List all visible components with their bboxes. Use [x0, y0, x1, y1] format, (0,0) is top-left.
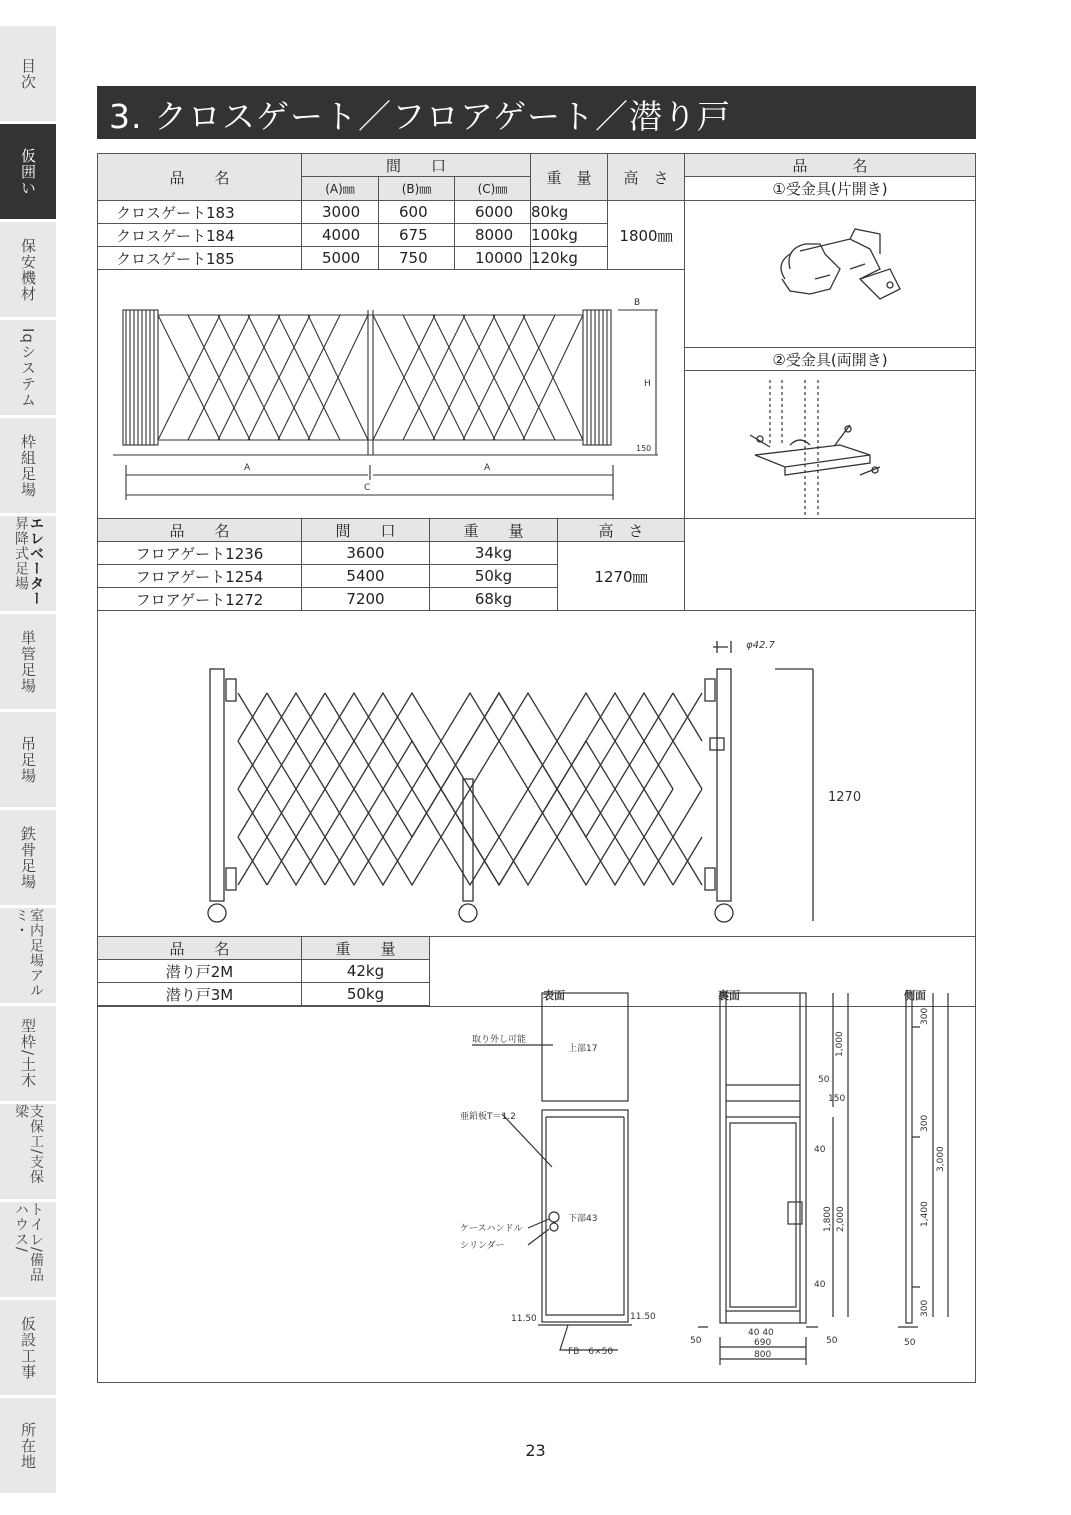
- header-name: 品 名: [98, 154, 302, 201]
- side-dim-3000: 3,000: [936, 1146, 946, 1172]
- receiver-double-figure: [685, 371, 975, 519]
- door-header-name: 品 名: [98, 937, 302, 960]
- label-cylinder: シリンダー: [460, 1241, 505, 1251]
- tab-safety-equipment[interactable]: [0, 222, 56, 317]
- cross-gate-a: 3000: [302, 201, 379, 224]
- floor-gate-weight: 68kg: [430, 588, 558, 611]
- view-back-label: 裏面: [718, 989, 740, 1002]
- tab-temporary-enclosure[interactable]: [0, 124, 56, 219]
- floor-gate-opening: 5400: [302, 565, 430, 588]
- receiver-item2-label: ②受金具(両開き): [685, 348, 975, 371]
- floor-gate-name: フロアゲート1236: [98, 542, 302, 565]
- dim-50-left: 50: [690, 1336, 702, 1346]
- dim-50-right: 50: [826, 1336, 838, 1346]
- cross-gate-b: 750: [379, 247, 455, 270]
- side-dim-300-top: 300: [920, 1007, 930, 1025]
- label-upper: 上部17: [568, 1044, 598, 1054]
- header-opening: 間 口: [302, 154, 531, 177]
- cross-gate-b: 675: [379, 224, 455, 247]
- door-name: 潜り戸3M: [98, 983, 302, 1006]
- view-side-label: 側面: [904, 989, 926, 1002]
- dim-1000: 1,000: [835, 1031, 845, 1057]
- cross-gate-weight: 100kg: [531, 224, 608, 247]
- view-front-label: 表面: [543, 989, 565, 1002]
- receiver-item1-label: ①受金具(片開き): [685, 177, 975, 201]
- tab-label: エレベーター昇降式足場: [13, 516, 44, 606]
- dim-800: 800: [754, 1350, 772, 1360]
- tab-steel-scaffold[interactable]: [0, 810, 56, 905]
- tab-frame-scaffold[interactable]: [0, 418, 56, 513]
- tab-label: 型枠/土木: [19, 1018, 37, 1089]
- floor-gate-weight: 34kg: [430, 542, 558, 565]
- dim-b: B: [633, 297, 640, 308]
- dim-a-left: A: [243, 462, 250, 473]
- tab-temporary-work[interactable]: [0, 1300, 56, 1395]
- dim-50-top: 50: [818, 1075, 830, 1085]
- header-b: (B)㎜: [379, 177, 455, 201]
- dim-40-upper: 40: [814, 1145, 826, 1155]
- dim-1800: 1,800: [823, 1206, 833, 1232]
- cross-gate-c: 6000: [455, 201, 531, 224]
- double-receiver-drawing: [730, 375, 930, 515]
- label-handle: ケースハンドル: [460, 1224, 523, 1234]
- tab-label: 仮囲い: [19, 147, 37, 196]
- cross-gate-a: 5000: [302, 247, 379, 270]
- cross-gate-drawing: [98, 270, 685, 519]
- floor-gate-empty-cell: [685, 519, 975, 611]
- floor-header-weight: 重 量: [430, 519, 558, 542]
- side-dim-300-bottom: 300: [920, 1299, 930, 1317]
- tab-label: 室内足場アルミ・: [13, 908, 44, 998]
- cross-gate-name: クロスゲート183: [98, 201, 302, 224]
- tab-label: 仮設工事: [19, 1315, 37, 1380]
- dim-h: H: [643, 378, 651, 389]
- floor-gate-opening: 7200: [302, 588, 430, 611]
- receiver-header: 品 名: [685, 154, 975, 177]
- floor-header-name: 品 名: [98, 519, 302, 542]
- tab-shoring[interactable]: [0, 1104, 56, 1199]
- dim-40-40: 40 40: [748, 1328, 774, 1338]
- door-weight: 42kg: [302, 960, 430, 983]
- tab-contents[interactable]: [0, 26, 56, 121]
- side-dim-300-mid: 300: [920, 1114, 930, 1132]
- floor-gate-height: 1270㎜: [558, 542, 685, 611]
- door-weight: 50kg: [302, 983, 430, 1006]
- dim-a-right: A: [483, 462, 490, 473]
- tab-label: 鉄骨足場: [19, 825, 37, 890]
- header-height: 高 さ: [608, 154, 685, 201]
- label-removable: 取り外し可能: [472, 1035, 527, 1045]
- tab-label: 支保工/支保梁: [13, 1104, 44, 1185]
- dim-690: 690: [754, 1338, 772, 1348]
- floor-gate-weight: 50kg: [430, 565, 558, 588]
- tab-house-toilet[interactable]: [0, 1202, 56, 1297]
- side-dim-1400: 1,400: [920, 1201, 930, 1227]
- cross-gate-b: 600: [379, 201, 455, 224]
- tab-aluminum-scaffold[interactable]: [0, 908, 56, 1003]
- cross-gate-weight: 80kg: [531, 201, 608, 224]
- cross-gate-drawing-area: [98, 270, 685, 519]
- tab-label: 単管足場: [19, 629, 37, 694]
- cross-gate-a: 4000: [302, 224, 379, 247]
- header-a: (A)㎜: [302, 177, 379, 201]
- floor-header-opening: 間 口: [302, 519, 430, 542]
- dim-c: C: [363, 482, 370, 493]
- dim-40-lower: 40: [814, 1280, 826, 1290]
- pipe-diameter-label: φ42.7: [746, 639, 775, 651]
- label-lower: 下部43: [568, 1214, 598, 1224]
- label-plate: 亜鉛板T＝1.2: [460, 1112, 516, 1122]
- tab-label: 所在地: [19, 1421, 37, 1470]
- single-receiver-drawing: [730, 209, 930, 339]
- door-header-weight: 重 量: [302, 937, 430, 960]
- floor-gate-name: フロアゲート1272: [98, 588, 302, 611]
- cross-gate-height: 1800㎜: [608, 201, 685, 270]
- cross-gate-c: 10000: [455, 247, 531, 270]
- floor-gate-drawing-area: [98, 611, 975, 937]
- tab-label: 吊足場: [19, 735, 37, 784]
- label-gap-left: 11.50: [511, 1314, 537, 1324]
- product-spec-frame: [97, 153, 976, 1383]
- page-title: 3. クロスゲート／フロアゲート／潜り戸: [109, 97, 731, 136]
- dim-2000: 2,000: [836, 1206, 846, 1232]
- tab-label: 枠組足場: [19, 433, 37, 498]
- header-c: (C)㎜: [455, 177, 531, 201]
- receiver-single-figure: [685, 201, 975, 348]
- dim-base: 150: [635, 443, 651, 453]
- floor-header-height: 高 さ: [558, 519, 685, 542]
- tab-label: 目次: [19, 57, 37, 90]
- tab-label: 保安機材: [19, 237, 37, 302]
- floor-gate-name: フロアゲート1254: [98, 565, 302, 588]
- tab-suspended-scaffold[interactable]: [0, 712, 56, 807]
- cross-gate-name: クロスゲート185: [98, 247, 302, 270]
- door-name: 潜り戸2M: [98, 960, 302, 983]
- tab-elevator[interactable]: [0, 516, 56, 611]
- label-fb: FB 6×50: [568, 1347, 614, 1357]
- floor-gate-height-label: 1270: [828, 789, 862, 805]
- dim-150: 150: [828, 1094, 846, 1104]
- label-gap-right: 11.50: [630, 1312, 656, 1322]
- section-title-bar: [97, 86, 976, 139]
- cross-gate-c: 8000: [455, 224, 531, 247]
- floor-gate-opening: 3600: [302, 542, 430, 565]
- floor-gate-drawing: [98, 611, 975, 937]
- cross-gate-name: クロスゲート184: [98, 224, 302, 247]
- page-number: 23: [525, 1441, 546, 1460]
- header-weight: 重 量: [531, 154, 608, 201]
- cross-gate-weight: 120kg: [531, 247, 608, 270]
- tab-single-pipe-scaffold[interactable]: [0, 614, 56, 709]
- tab-formwork[interactable]: [0, 1006, 56, 1101]
- tab-label: Iqシステム: [19, 327, 37, 408]
- tab-iq-system[interactable]: [0, 320, 56, 415]
- tab-label: トイレ/備品ハウス/: [13, 1202, 44, 1283]
- side-dim-50: 50: [904, 1338, 916, 1348]
